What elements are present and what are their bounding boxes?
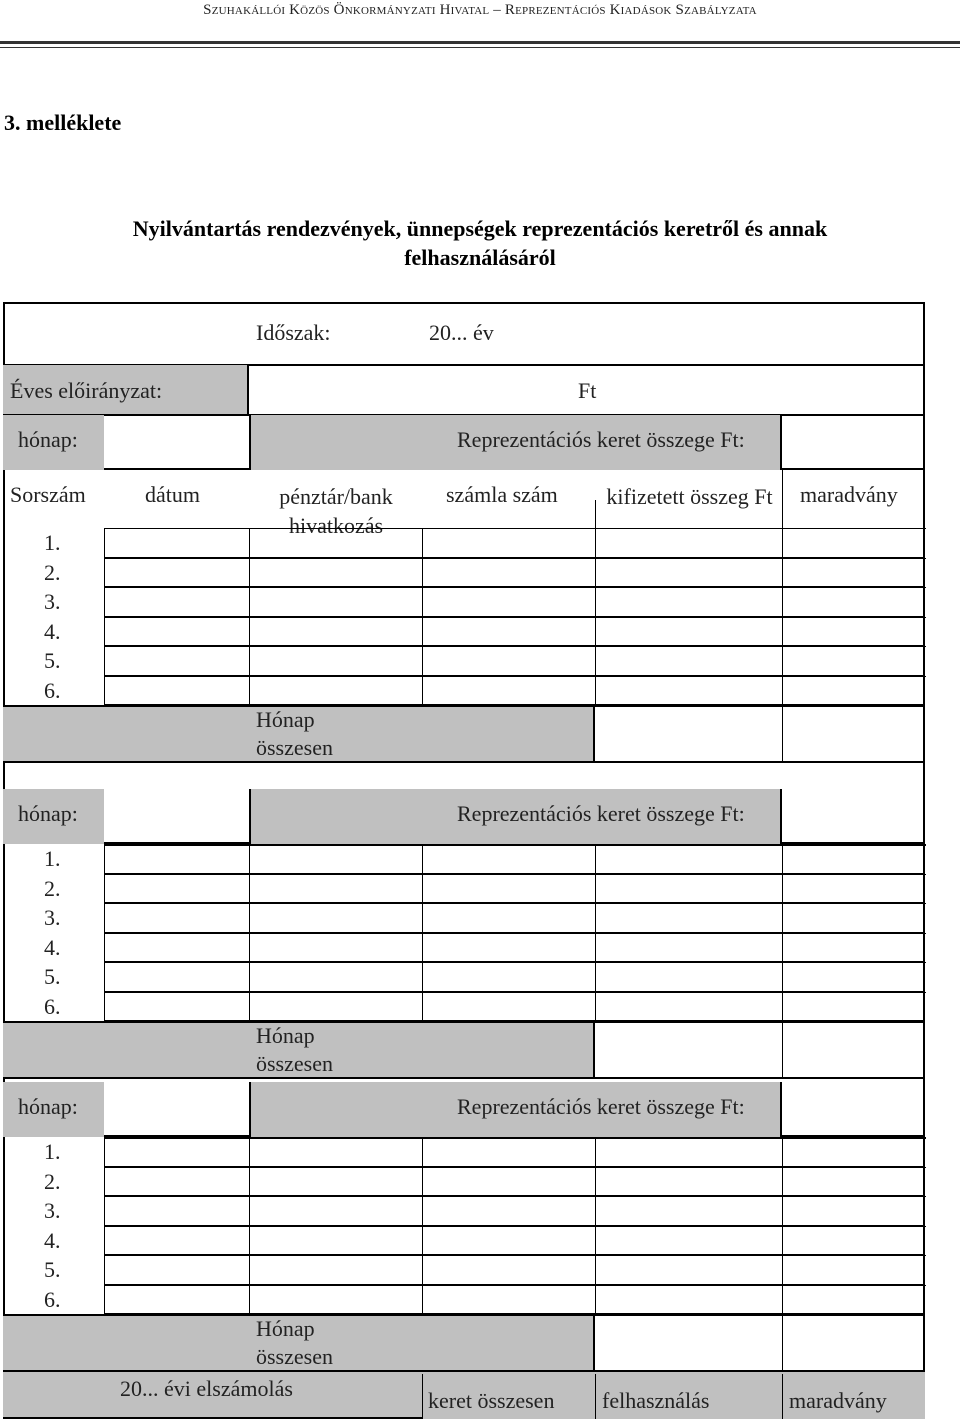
- col-line: [782, 617, 783, 647]
- col-line: [782, 1167, 783, 1197]
- row-cells: [104, 676, 926, 706]
- row-number: 4.: [44, 934, 61, 960]
- month-total-values: [595, 705, 925, 763]
- col-line: [249, 1226, 250, 1256]
- annex-label: 3. melléklete: [4, 110, 122, 135]
- row-number: 4.: [44, 618, 61, 644]
- row-number: 2.: [44, 559, 61, 585]
- col-line: [595, 874, 596, 904]
- col-maradvany: maradvány: [800, 482, 898, 507]
- col-line: [782, 1137, 783, 1167]
- col-line: [782, 705, 783, 763]
- annual-label: Éves előirányzat:: [10, 378, 163, 403]
- row-cells: [104, 1255, 926, 1285]
- col-line: [782, 558, 783, 588]
- row-cells: [104, 1285, 926, 1315]
- footer-keret: keret összesen: [428, 1388, 555, 1413]
- row-number: 6.: [44, 677, 61, 703]
- col-line: [249, 903, 250, 933]
- header-rule-thin: [0, 47, 960, 48]
- running-header: Szuhakállói Közös Önkormányzati Hivatal – Reprezentációs Kiadások Szabályzata: [203, 2, 757, 18]
- row-number: 6.: [44, 1286, 61, 1312]
- col-line: [249, 646, 250, 676]
- col-line: [595, 1374, 596, 1419]
- col-line: [422, 1137, 423, 1167]
- col-line: [595, 528, 596, 558]
- month-label: hónap:: [18, 1094, 78, 1119]
- row-cells: [104, 962, 926, 992]
- frame-label: Reprezentációs keret összege Ft:: [457, 1094, 745, 1119]
- col-szamla: számla szám: [446, 482, 558, 507]
- col-line: [422, 903, 423, 933]
- frame-label: Reprezentációs keret összege Ft:: [457, 801, 745, 826]
- annual-unit: Ft: [578, 378, 597, 403]
- col-line: [595, 933, 596, 963]
- col-line: [249, 1137, 250, 1167]
- col-line: [249, 933, 250, 963]
- month-total-label: Hónap összesen: [256, 707, 333, 760]
- col-line: [422, 1167, 423, 1197]
- month-label: hónap:: [18, 427, 78, 452]
- col-line: [595, 558, 596, 588]
- col-line: [595, 1196, 596, 1226]
- col-line: [782, 1374, 783, 1419]
- col-line: [595, 587, 596, 617]
- row-number: 3.: [44, 589, 61, 614]
- header-rule: [0, 41, 960, 44]
- frame-label: Reprezentációs keret összege Ft:: [457, 427, 745, 452]
- col-line: [595, 676, 596, 706]
- month-total-label: Hónap összesen: [256, 1023, 333, 1076]
- footer-maradvany: maradvány: [789, 1388, 887, 1413]
- col-line: [249, 528, 250, 558]
- col-line: [782, 1255, 783, 1285]
- period-value: 20... év: [429, 320, 494, 345]
- col-line: [422, 1285, 423, 1315]
- row-number: 2.: [44, 1168, 61, 1194]
- row-number: 2.: [44, 875, 61, 901]
- month-total-values: [595, 1021, 925, 1079]
- col-line: [595, 1255, 596, 1285]
- col-line: [249, 587, 250, 617]
- row-number: 1.: [44, 846, 61, 871]
- row-number: 5.: [44, 1257, 61, 1282]
- row-number: 3.: [44, 905, 61, 930]
- col-line: [422, 646, 423, 676]
- row-cells: [104, 1196, 926, 1226]
- col-line: [422, 962, 423, 992]
- col-line: [249, 1285, 250, 1315]
- col-line: [249, 617, 250, 647]
- col-line: [422, 992, 423, 1022]
- col-line: [782, 874, 783, 904]
- month-label: hónap:: [18, 801, 78, 826]
- row-cells: [104, 528, 926, 558]
- col-datum: dátum: [145, 482, 200, 507]
- row-number: 1.: [44, 1139, 61, 1164]
- col-line: [249, 1255, 250, 1285]
- row-cells: [104, 587, 926, 617]
- col-line: [422, 1255, 423, 1285]
- col-line: [595, 646, 596, 676]
- col-line: [782, 646, 783, 676]
- col-line: [422, 874, 423, 904]
- col-line: [782, 1196, 783, 1226]
- col-line: [782, 933, 783, 963]
- col-line: [782, 1285, 783, 1315]
- year-settlement-label: 20... évi elszámolás: [120, 1376, 293, 1401]
- col-line: [782, 1314, 783, 1372]
- col-line: [595, 1226, 596, 1256]
- row-cells: [104, 1137, 926, 1167]
- col-line: [782, 992, 783, 1022]
- period-label: Időszak:: [256, 320, 331, 345]
- col-line: [249, 874, 250, 904]
- row-number: 4.: [44, 1227, 61, 1253]
- col-line: [595, 844, 596, 874]
- col-line: [595, 1285, 596, 1315]
- col-line: [249, 558, 250, 588]
- row-cells: [104, 617, 926, 647]
- col-line: [249, 992, 250, 1022]
- col-line: [595, 617, 596, 647]
- row-number: 5.: [44, 648, 61, 673]
- col-line: [422, 587, 423, 617]
- row-number: 5.: [44, 964, 61, 989]
- col-line: [595, 992, 596, 1022]
- row-cells: [104, 992, 926, 1022]
- row-cells: [104, 1226, 926, 1256]
- row-cells: [104, 646, 926, 676]
- month-total-label: Hónap összesen: [256, 1316, 333, 1369]
- row-number: 6.: [44, 993, 61, 1019]
- col-line: [249, 1196, 250, 1226]
- col-kifizetett: kifizetett összeg Ft: [606, 484, 773, 509]
- col-line: [422, 617, 423, 647]
- col-sorszam: Sorszám: [10, 482, 86, 507]
- row-number: 3.: [44, 1198, 61, 1223]
- col-line: [782, 962, 783, 992]
- col-line: [422, 1226, 423, 1256]
- col-line: [782, 844, 783, 874]
- col-line: [422, 1196, 423, 1226]
- footer-felhasznalas: felhasználás: [602, 1388, 710, 1413]
- col-line: [249, 676, 250, 706]
- col-line: [422, 676, 423, 706]
- row-cells: [104, 933, 926, 963]
- col-line: [782, 1021, 783, 1079]
- col-line: [422, 558, 423, 588]
- row-cells: [104, 903, 926, 933]
- row-cells: [104, 844, 926, 874]
- col-line: [422, 844, 423, 874]
- col-line: [249, 1167, 250, 1197]
- col-line: [595, 962, 596, 992]
- document-title: Nyilvántartás rendezvények, ünnepségek reprezentációs keretről és annak felhasználásáról: [132, 216, 828, 270]
- col-line: [595, 1137, 596, 1167]
- col-line: [782, 587, 783, 617]
- row-number: 1.: [44, 530, 61, 555]
- col-line: [595, 903, 596, 933]
- month-total-values: [595, 1314, 925, 1372]
- col-line: [782, 1226, 783, 1256]
- col-line: [249, 844, 250, 874]
- col-line: [422, 528, 423, 558]
- col-line: [422, 933, 423, 963]
- col-line: [249, 962, 250, 992]
- row-cells: [104, 1167, 926, 1197]
- col-line: [595, 1167, 596, 1197]
- col-line: [782, 676, 783, 706]
- col-penztar: pénztár/bank hivatkozás: [279, 484, 393, 538]
- col-line: [782, 903, 783, 933]
- row-cells: [104, 558, 926, 588]
- row-cells: [104, 874, 926, 904]
- col-line: [782, 528, 783, 558]
